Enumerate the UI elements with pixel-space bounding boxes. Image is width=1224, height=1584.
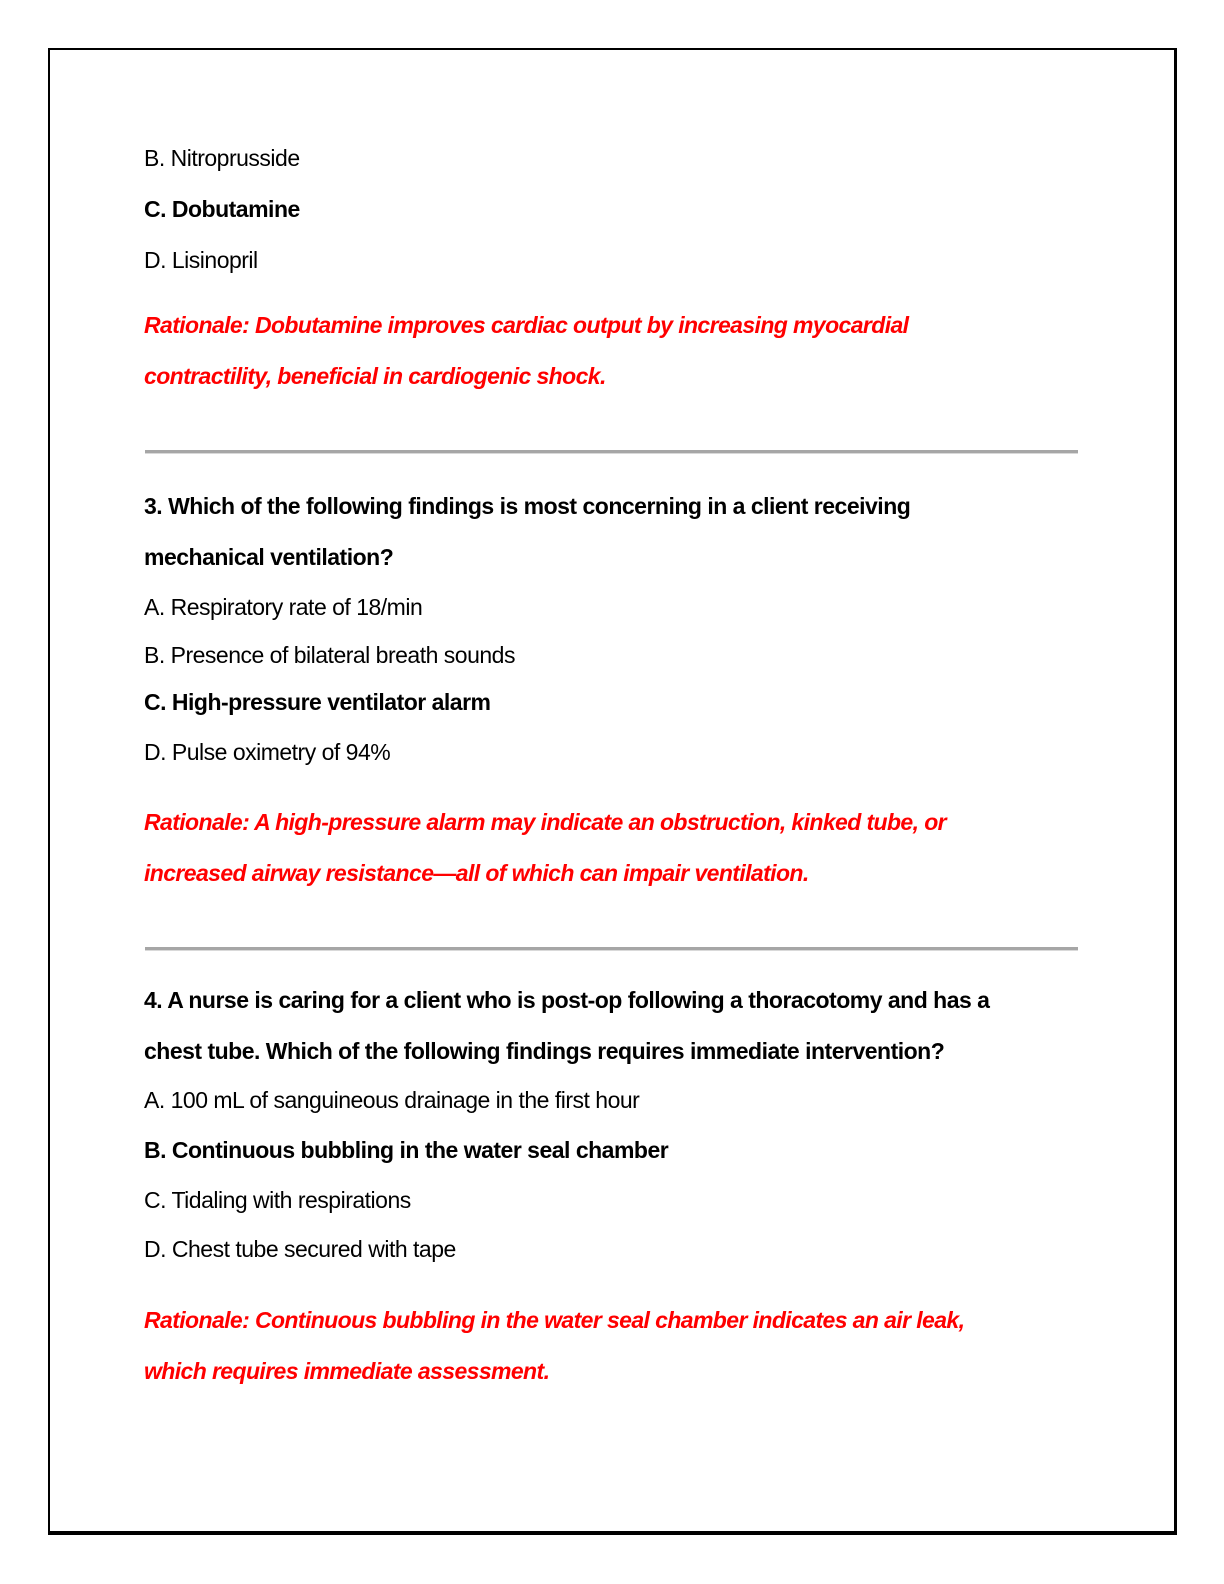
rationale-line: Rationale: Dobutamine improves cardiac output by increasing myocardial: [144, 312, 909, 338]
answer-option-b: B. Nitroprusside: [144, 145, 300, 171]
answer-option-d: D. Lisinopril: [144, 247, 258, 273]
answer-option-b: B. Presence of bilateral breath sounds: [144, 642, 515, 668]
question-stem-line: 3. Which of the following findings is most concerning in a client receiving: [144, 493, 911, 519]
rationale-line: Rationale: Continuous bubbling in the water seal chamber indicates an air leak,: [144, 1307, 965, 1333]
answer-option-a: A. Respiratory rate of 18/min: [144, 594, 423, 620]
question-stem-line: mechanical ventilation?: [144, 544, 394, 570]
answer-option-c-correct: C. High-pressure ventilator alarm: [144, 689, 491, 715]
answer-option-c: C. Tidaling with respirations: [144, 1187, 411, 1213]
section-divider: [145, 947, 1078, 951]
question-stem-line: 4. A nurse is caring for a client who is post-op following a thoracotomy and has a: [144, 987, 990, 1013]
answer-option-d: D. Chest tube secured with tape: [144, 1236, 456, 1262]
answer-option-c-correct: C. Dobutamine: [144, 196, 300, 222]
section-divider: [145, 450, 1078, 454]
rationale-line: contractility, beneficial in cardiogenic shock.: [144, 363, 606, 389]
answer-option-a: A. 100 mL of sanguineous drainage in the first hour: [144, 1087, 640, 1113]
rationale-line: increased airway resistance—all of which can impair ventilation.: [144, 860, 809, 886]
rationale-line: Rationale: A high-pressure alarm may indicate an obstruction, kinked tube, or: [144, 809, 946, 835]
answer-option-b-correct: B. Continuous bubbling in the water seal chamber: [144, 1137, 669, 1163]
answer-option-d: D. Pulse oximetry of 94%: [144, 739, 391, 765]
rationale-line: which requires immediate assessment.: [144, 1358, 550, 1384]
question-stem-line: chest tube. Which of the following findings requires immediate intervention?: [144, 1038, 945, 1064]
